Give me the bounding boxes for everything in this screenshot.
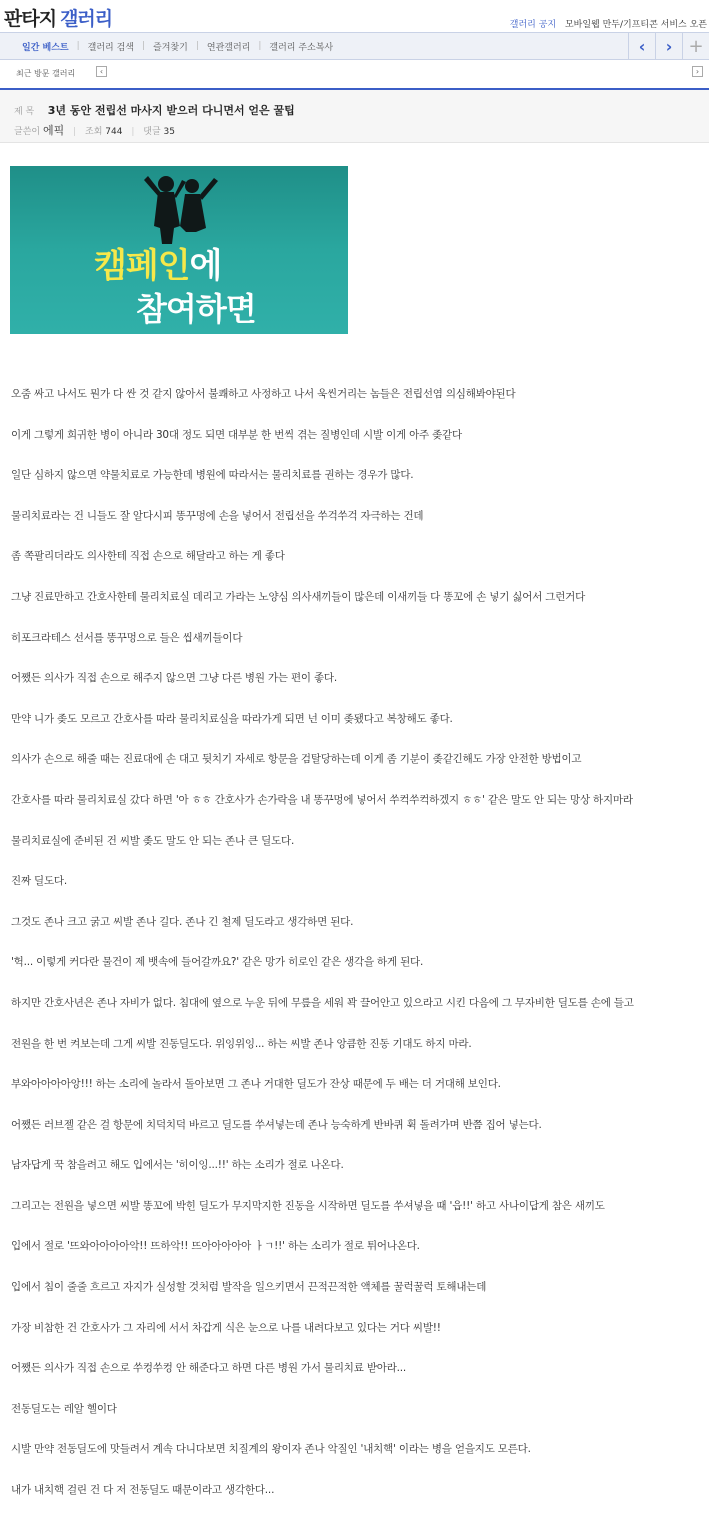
notice-area (510, 17, 707, 30)
content-paragraph: '헉... 이렇게 커다란 물건이 제 뱃속에 들어갈까요?' 같은 망가 히로인 같은 생각을 하게 된다. (11, 956, 424, 969)
banner-line2: 참여하면 (136, 290, 256, 328)
tab-related-gallery[interactable]: 연관갤러리 (206, 42, 251, 53)
content-paragraph: 전원을 한 번 켜보는데 그게 씨발 진동딜도다. 위잉위잉... 하는 씨발 존나 앙큼한 진동 기대도 하지 마라. (11, 1037, 472, 1050)
tab-divider: | (76, 41, 80, 51)
content-paragraph: 부와아아아아앙!!! 하는 소리에 놀라서 돌아보면 그 존나 거대한 딜도가 잔상 때문에 두 배는 더 거대해 보인다. (11, 1078, 501, 1091)
content-paragraph: 전동딜도는 레알 헬이다 (11, 1402, 117, 1415)
post-title-row (14, 102, 295, 118)
views-label: 조회 (85, 127, 103, 137)
content-paragraph: 어쨌든 의사가 직접 손으로 해주지 않으면 그냥 다른 병원 가는 편이 좋다. (11, 672, 337, 685)
meta-divider: | (131, 127, 135, 137)
nav-tabs (14, 33, 341, 59)
content-paragraph: 어쨌든 의사가 직접 손으로 쑤컹쑤컹 안 해준다고 하면 다른 병원 가서 물리치료 받아라... (11, 1362, 407, 1375)
post-header (0, 90, 709, 143)
content-paragraph: 내가 내치핵 걸린 건 다 저 전동딜도 때문이라고 생각한다... (11, 1484, 275, 1497)
logo-part1: 판타지 (4, 8, 57, 30)
content-paragraph: 하지만 간호사년은 존나 자비가 없다. 침대에 옆으로 누운 뒤에 무릎을 세워 꽉 끌어안고 있으라고 시킨 다음에 그 무자비한 딜도를 손에 들고 (11, 996, 634, 1009)
content-paragraph: 진짜 딜도다. (11, 875, 67, 888)
content-paragraph: 그냥 진료만하고 간호사한테 물리치료실 데리고 가라는 노양심 의사새끼들이 많은데 이새끼들 다 똥꼬에 손 넣기 싫어서 그런거다 (11, 590, 586, 603)
top-header (0, 0, 709, 32)
content-paragraph: 그것도 존나 크고 굵고 씨발 존나 길다. 존나 긴 철제 딜도라고 생각하면 된다. (11, 915, 354, 928)
content-paragraph: 이게 그렇게 희귀한 병이 아니라 30대 정도 되면 대부분 한 번씩 겪는 질병인데 시발 이게 아주 좆같다 (11, 428, 462, 441)
tab-favorites[interactable]: 즐겨찾기 (153, 42, 188, 53)
content-paragraph: 물리치료라는 건 니들도 잘 알다시피 똥꾸멍에 손을 넣어서 전립선을 쑤걱쑤걱 자극하는 건데 (11, 509, 424, 522)
content-paragraph: 입에서 침이 줄줄 흐르고 자지가 실성할 것처럼 발작을 일으키면서 끈적끈적한 액체를 꿀럭꿀럭 토해내는데 (11, 1281, 487, 1294)
post-title: 3년 동안 전립선 마사지 받으러 다니면서 얻은 꿀팁 (47, 104, 295, 117)
tab-divider: | (142, 41, 146, 51)
title-label: 제 목 (14, 107, 35, 117)
content-paragraph: 어쨌든 러브젤 같은 걸 항문에 치덕치덕 바르고 딜도를 쑤셔넣는데 존나 능숙하게 반바퀴 휙 돌려가며 반쯤 집어 넣는다. (11, 1118, 542, 1131)
tab-gallery-search[interactable]: 갤러리 검색 (87, 42, 134, 53)
recent-prev-icon[interactable]: ‹ (96, 66, 107, 77)
nav-controls (628, 33, 709, 59)
comments-count[interactable]: 35 (163, 127, 175, 137)
recent-next-icon[interactable]: › (692, 66, 703, 77)
campaign-banner-image[interactable] (10, 166, 348, 334)
comments-label: 댓글 (143, 127, 161, 137)
post-content (0, 386, 709, 1523)
content-paragraph: 의사가 손으로 해줄 때는 진료대에 손 대고 뒷치기 자세로 항문을 검탈당하는데 이게 좀 기분이 좆같긴해도 가장 안전한 방법이고 (11, 753, 582, 766)
post-author[interactable]: 에픽 (42, 124, 65, 137)
tab-copy-address[interactable]: 갤러리 주소복사 (269, 42, 334, 53)
logo-part2: 갤러리 (60, 8, 113, 30)
content-paragraph: 그리고는 전원을 넣으면 씨발 똥꼬에 박힌 딜도가 무지막지한 진동을 시작하면 딜도를 쑤셔넣을 때 '읍!!' 하고 사나이답게 참은 새끼도 (11, 1199, 605, 1212)
content-paragraph: 좀 쪽팔리더라도 의사한테 직접 손으로 해달라고 하는 게 좋다 (11, 550, 285, 563)
content-paragraph: 만약 니가 좆도 모르고 간호사를 따라 물리치료실을 따라가게 되면 넌 이미 좆됐다고 복창해도 좋다. (11, 712, 453, 725)
content-paragraph: 간호사를 따라 물리치료실 갔다 하면 '아 ㅎㅎ 간호사가 손가락을 내 똥꾸멍에 넣어서 쑤컥쑤컥하겠지 ㅎㅎ' 같은 말도 안 되는 망상 하지마라 (11, 793, 633, 806)
notice-label[interactable]: 갤러리 공지 (509, 20, 557, 30)
banner-line1-rest: 에 (189, 246, 222, 286)
chevron-right-icon[interactable]: › (655, 33, 682, 59)
content-paragraph: 남자답게 꾹 참을려고 해도 입에서는 '히이잉...!!' 하는 소리가 절로 나온다. (11, 1159, 344, 1172)
banner-highlight: 캠페인 (94, 246, 190, 286)
gallery-navbar (0, 32, 709, 60)
content-paragraph: 시발 만약 전동딜도에 맛들려서 계속 다니다보면 치질계의 왕이자 존나 악질인 '내치핵' 이라는 병을 얻을지도 모른다. (11, 1443, 531, 1456)
chevron-left-icon[interactable]: ‹ (628, 33, 655, 59)
content-paragraph: 일단 심하지 않으면 약물치료로 가능한데 병원에 따라서는 물리치료를 권하는 경우가 많다. (11, 469, 414, 482)
content-paragraph: 가장 비참한 건 간호사가 그 자리에 서서 차갑게 식은 눈으로 나를 내려다보고 있다는 거다 씨발!! (11, 1321, 441, 1334)
content-paragraph: 히포크라테스 선서를 똥꾸멍으로 들은 씹새끼들이다 (11, 631, 243, 644)
tab-daily-best[interactable]: 일간 베스트 (22, 42, 69, 53)
content-paragraph: 입에서 절로 '뜨와아아아아악!! 뜨하악!! 뜨아아아아아 ㅏㄱ!!' 하는 소리가 절로 튀어나온다. (11, 1240, 420, 1253)
tab-divider: | (195, 41, 199, 51)
post-meta (14, 122, 181, 138)
gallery-logo[interactable] (4, 4, 112, 31)
content-paragraph: 오줌 싸고 나서도 뭔가 다 싼 것 같지 않아서 불쾌하고 사정하고 나서 욱씬거리는 놈들은 전립선염 의심해봐야된다 (11, 388, 516, 400)
notice-link[interactable]: 모바일웹 만두/기프티콘 서비스 오픈 (564, 20, 707, 30)
views-count: 744 (105, 127, 123, 137)
meta-divider: | (73, 127, 77, 137)
plus-icon[interactable]: + (682, 33, 709, 59)
tab-divider: | (258, 41, 262, 51)
content-paragraph: 물리치료실에 준비된 건 씨발 좆도 말도 안 되는 존나 큰 딜도다. (11, 834, 295, 847)
recent-galleries-bar (0, 60, 709, 90)
banner-line1 (94, 238, 221, 287)
recent-galleries-label: 최근 방문 갤러리 (16, 69, 76, 78)
author-label: 글쓴이 (14, 127, 41, 137)
